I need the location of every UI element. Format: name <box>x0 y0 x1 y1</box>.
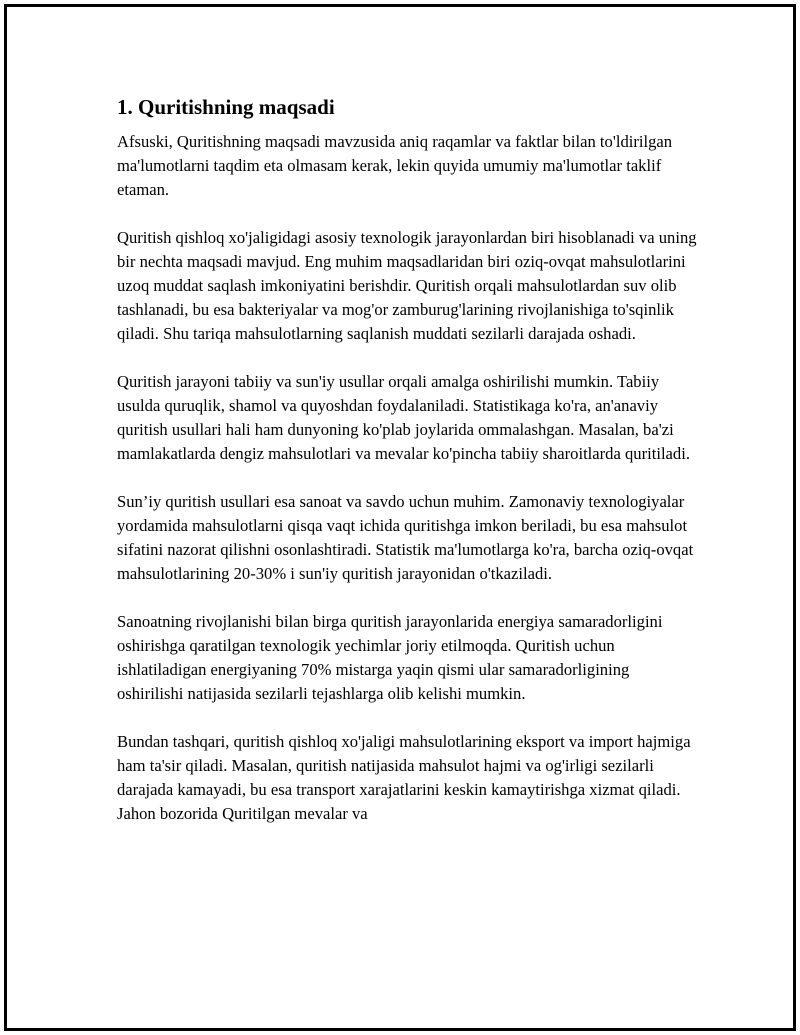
paragraph-methods: Quritish jarayoni tabiiy va sun'iy usullar orqali amalga oshirilishi mumkin. Tabiiy usulda quruqlik, shamol va quyoshdan foydalaniladi. Statistikaga ko'ra, an'anaviy quritish usullari hali ham dunyoning ko'plab joylarida ommalashgan. Masalan, ba'zi mamlakatlarda dengiz mahsulotlari va mevalar ko'pincha tabiiy sharoitlarda quritiladi. <box>117 372 690 463</box>
paragraph-energy-efficiency: Sanoatning rivojlanishi bilan birga quritish jarayonlarida energiya samaradorligini oshirishga qaratilgan texnologik yechimlar joriy etilmoqda. Quritish uchun ishlatiladigan energiyaning 70% mistarga yaqin qismi ular samaradorligining oshirilishi natijasida sezilarli tejashlarga olib kelishi mumkin. <box>117 612 663 703</box>
paragraph-intro: Afsuski, Quritishning maqsadi mavzusida aniq raqamlar va faktlar bilan to'ldirilgan ma'lumotlarni taqdim eta olmasam kerak, lekin quyida umumiy ma'lumotlar taklif etaman. <box>117 132 673 199</box>
paragraph-artificial-drying: Sun’iy quritish usullari esa sanoat va savdo uchun muhim. Zamonaviy texnologiyalar yordamida mahsulotlarni qisqa vaqt ichida quritishga imkon beriladi, bu esa mahsulot sifatini nazorat qilishni osonlashtiradi. Statistik ma'lumotlarga ko'ra, barcha oziq-ovqat mahsulotlarining 20-30% i sun'iy quritish jarayonidan o'tkaziladi. <box>117 492 694 583</box>
section-heading: 1. Quritishning maqsadi <box>117 95 335 119</box>
document-body <box>117 94 697 850</box>
paragraph-export-import: Bundan tashqari, quritish qishloq xo'jaligi mahsulotlarining eksport va import hajmiga ham ta'sir qiladi. Masalan, quritish natijasida mahsulot hajmi va og'irligi sezilarli darajada kamayadi, bu esa transport xarajatlarini keskin kamaytirishga xizmat qiladi. Jahon bozorida Quritilgan mevalar va <box>117 732 691 823</box>
paragraph-purpose: Quritish qishloq xo'jaligidagi asosiy texnologik jarayonlardan biri hisoblanadi va uning bir nechta maqsadi mavjud. Eng muhim maqsadlaridan biri oziq-ovqat mahsulotlarini uzoq muddat saqlash imkoniyatini berishdir. Quritish orqali mahsulotlardan suv olib tashlanadi, bu esa bakteriyalar va mog'or zamburug'larining rivojlanishiga to'sqinlik qiladi. Shu tariqa mahsulotlarning saqlanish muddati sezilarli darajada oshadi. <box>117 228 697 343</box>
